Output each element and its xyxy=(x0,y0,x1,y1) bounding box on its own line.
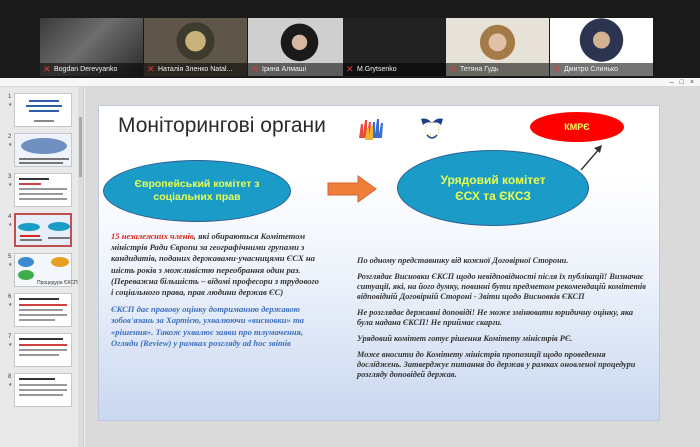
participant-namebar xyxy=(40,63,143,76)
star-icon: ★ xyxy=(8,262,13,268)
star-icon: ★ xyxy=(8,302,13,308)
mic-muted-icon: ✕ xyxy=(449,64,457,74)
thumbnail-image xyxy=(14,173,72,207)
participant-name: Дмитро Слинько xyxy=(564,66,618,73)
slide-number-text: 1 xyxy=(8,94,12,100)
participant-namebar xyxy=(343,63,446,76)
ecsr-description xyxy=(111,231,319,349)
slide-thumbnail-active[interactable] xyxy=(8,213,72,247)
slide-thumbnail[interactable] xyxy=(8,373,72,407)
members-count-text: 15 незалежних членів xyxy=(111,231,194,241)
slide-number-text: 8 xyxy=(8,374,12,380)
mic-muted-icon: ✕ xyxy=(147,64,155,74)
participant-name: Ірина Алмаші xyxy=(262,66,307,73)
presentation-window xyxy=(0,78,700,447)
thumbnail-image xyxy=(14,333,72,367)
minimize-button[interactable]: – xyxy=(669,79,674,86)
ecsr-function-text: ЄКСП дає правову оцінку дотриманню державою зобов'язань за Хартією, ухвалюючи «висновки» та «рішення». Також ухвалює заяви про тлумачення, Огляди (Review) у рамках розгляду ad hoc звітів xyxy=(111,304,304,348)
participant-namebar xyxy=(144,63,247,76)
mic-muted-icon: ✕ xyxy=(553,64,561,74)
slide-number-text: 4 xyxy=(8,214,12,220)
participant-namebar xyxy=(550,63,653,76)
maximize-button[interactable]: □ xyxy=(679,79,684,86)
thumbnail-image xyxy=(14,133,72,167)
participant-tile[interactable] xyxy=(40,18,143,76)
slide xyxy=(98,105,660,421)
slide-number-text: 2 xyxy=(8,134,12,140)
participant-tile[interactable] xyxy=(248,18,351,76)
participant-strip xyxy=(0,0,700,78)
title-bar xyxy=(0,78,700,87)
participant-name: Bogdan Derevyanko xyxy=(54,66,118,73)
mic-muted-icon: ✕ xyxy=(43,64,51,74)
participant-name: M.Grytsenko xyxy=(357,66,397,73)
slide-thumbnail[interactable] xyxy=(8,93,72,127)
thumbnail-image xyxy=(14,93,72,127)
participant-tile[interactable] xyxy=(550,18,653,76)
kmre-ellipse: КМРЄ xyxy=(530,112,624,142)
mic-muted-icon: ✕ xyxy=(251,64,259,74)
star-icon: ★ xyxy=(8,382,13,388)
scrollbar-handle[interactable] xyxy=(79,117,82,177)
thumbnail-image xyxy=(14,253,78,287)
slide-thumbnail[interactable] xyxy=(8,173,72,207)
mic-muted-icon: ✕ xyxy=(346,64,354,74)
star-icon: ★ xyxy=(8,102,13,108)
participant-tile[interactable] xyxy=(446,18,549,76)
slide-number-text: 5 xyxy=(8,254,12,260)
participant-name: Наталія Зленко Natal... xyxy=(158,66,233,73)
window-controls xyxy=(670,78,694,87)
paragraph: Урядовий комітет готує рішення Комітету міністрів РЄ. xyxy=(357,334,573,343)
ecsr-ellipse: Європейський комітет з соціальних прав xyxy=(103,160,291,222)
star-icon: ★ xyxy=(8,342,13,348)
star-icon: ★ xyxy=(8,222,13,228)
participant-tile[interactable] xyxy=(144,18,247,76)
participant-namebar xyxy=(248,63,351,76)
star-icon: ★ xyxy=(8,142,13,148)
governmental-committee-ellipse: Урядовий комітет ЄСХ та ЄКСЗ xyxy=(397,150,589,226)
paragraph: Не розглядає державні доповіді! Не може змінювати юридичну оцінку, яка була надана ЄКСП! Не приймає скарги. xyxy=(357,308,634,327)
paragraph: Розглядає Висновки ЄКСП щодо невідповідності після їх публікації! Визначає ситуації, які, на його думку, повинні бути предметом рекомендацій комітетів відповідній Договірній Стороні - Звіти щодо Висновків ЄКСП xyxy=(357,272,646,301)
members-description: , які обираються Комітетом міністрів Ради Європи за географічними групами з кандидатів, поданих державами-учасницями ЄСХ на шість років з можливістю переобрання один раз. (Переважна більшість – відомі професори з трудового і соціального права, прав людини держав ЄС) xyxy=(111,231,319,298)
slide-number-text: 7 xyxy=(8,334,12,340)
participant-tile[interactable] xyxy=(343,18,446,76)
hands-logo-icon xyxy=(355,116,389,142)
slide-thumbnail-pane xyxy=(0,87,84,447)
paragraph: По одному представнику від кожної Договірної Сторони. xyxy=(357,256,569,265)
governmental-committee-description xyxy=(357,256,649,386)
thumbnail-image xyxy=(14,293,72,327)
logo-caption xyxy=(389,122,411,126)
participant-namebar xyxy=(446,63,549,76)
thumbnail-image xyxy=(14,373,72,407)
thumbnail-image xyxy=(14,213,72,247)
slide-title: Моніторингові органи xyxy=(118,114,326,137)
participant-name: Тетяна Гудь xyxy=(460,66,499,73)
arrow-up-right-icon xyxy=(578,142,606,172)
thumbnail-scrollbar[interactable] xyxy=(78,87,83,447)
council-of-europe-logo-icon xyxy=(415,115,449,143)
thumbnail-label: Процедура ЄКСП xyxy=(37,280,78,286)
arrow-right-icon xyxy=(326,174,378,204)
close-button[interactable]: × xyxy=(689,79,694,86)
paragraph: Може вносити до Комітету міністрів пропозиції щодо проведення досліджень. Затверджує питання до держав у рамках оновленої процедури розгляду доповідей держав. xyxy=(357,350,636,379)
slide-thumbnail[interactable] xyxy=(8,133,72,167)
slide-number-text: 3 xyxy=(8,174,12,180)
slide-stage xyxy=(85,87,700,447)
slide-thumbnail[interactable] xyxy=(8,293,72,327)
slide-thumbnail[interactable] xyxy=(8,333,72,367)
star-icon: ★ xyxy=(8,182,13,188)
slide-thumbnail[interactable] xyxy=(8,253,78,287)
slide-number-text: 6 xyxy=(8,294,12,300)
